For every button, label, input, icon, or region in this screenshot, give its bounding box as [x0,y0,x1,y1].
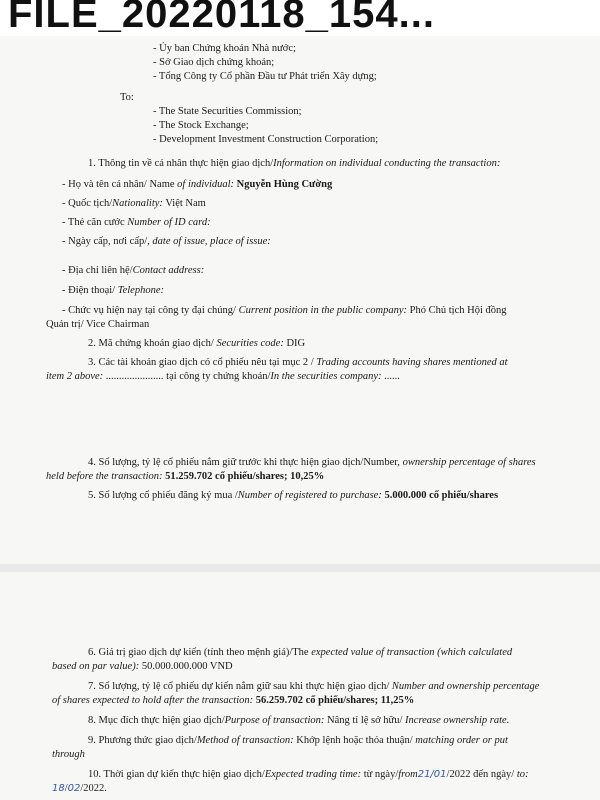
recipient-vn-1: - Ủy ban Chứng khoán Nhà nước; [153,43,296,54]
recipient-en-3: - Development Investment Construction Corporation; [153,134,379,145]
nationality-row: - Quốc tịch/Nationality: Việt Nam [62,198,206,209]
section-4-line-1: 4. Số lượng, tỷ lệ cổ phiếu nắm giữ trước khi thực hiện giao dịch/Number, ownership percentage of shares [88,457,536,468]
position-row: - Chức vụ hiện nay tại công ty đại chúng/ Current position in the public company: Phó Chủ tịch Hội đồng [62,305,507,316]
handwritten-to-day: 18 [52,783,65,794]
position-row-cont: Quản trị/ Vice Chairman [46,319,150,330]
individual-name-row: - Họ và tên cá nhân/ Name of individual: Nguyễn Hùng Cường [62,179,333,190]
section-5-row: 5. Số lượng cổ phiếu đăng ký mua /Number of registered to purchase: 5.000.000 cổ phiếu/shares [88,490,499,501]
section-6-line-1: 6. Giá trị giao dịch dự kiến (tính theo mệnh giá)/The expected value of transaction (which calculated [88,647,513,658]
to-label: To: [120,92,134,103]
section-7-line-2: of shares expected to hold after the transaction: 56.259.702 cổ phiếu/shares; 11,25% [52,695,415,706]
document-page-2 [0,572,600,800]
section-10-line-2: 18/02/2022. [52,783,107,794]
address-row: - Địa chỉ liên hệ/Contact address: [62,265,205,276]
page-gap [0,564,600,572]
section-1-heading: 1. Thông tin về cá nhân thực hiện giao dịch/Information on individual conducting the transaction: [88,158,501,169]
id-card-row: - Thẻ căn cước Number of ID card: [62,217,211,228]
individual-name-value: Nguyễn Hùng Cường [234,179,333,190]
recipient-vn-2: - Sở Giao dịch chứng khoán; [153,57,275,68]
section-7-line-1: 7. Số lượng, tỷ lệ cổ phiếu dự kiến nắm giữ sau khi thực hiện giao dịch/ Number and ownership percentage [88,681,540,692]
section-9-line-1: 9. Phương thức giao dịch/Method of transaction: Khớp lệnh hoặc thỏa thuận/ matching order or put [88,735,508,746]
file-title: FILE_20220118_154... [0,0,600,34]
section-2-row: 2. Mã chứng khoán giao dịch/ Securities code: DIG [88,338,306,349]
recipient-en-2: - The Stock Exchange; [153,120,249,131]
section-8-row: 8. Mục đích thực hiện giao dịch/Purpose of transaction: Nâng tỉ lệ sở hữu/ Increase ownership rate. [88,715,510,726]
handwritten-from-date: 21/01 [417,769,447,780]
section-4-line-2: held before the transaction: 51.259.702 cổ phiếu/shares; 10,25% [46,471,325,482]
phone-row: - Điện thoại/ Telephone: [62,285,164,296]
issue-row: - Ngày cấp, nơi cấp/, date of issue, place of issue: [62,236,271,247]
recipient-en-1: - The State Securities Commission; [153,106,302,117]
section-6-line-2: based on par value): 50.000.000.000 VND [52,661,233,672]
section-10-line-1: 10. Thời gian dự kiến thực hiện giao dịch/Expected trading time: từ ngày/from21/01/2022 đến ngày/ to: [88,769,529,780]
section-3-line-1: 3. Các tài khoản giao dịch có cổ phiếu nêu tại mục 2 / Trading accounts having shares mentioned at [88,357,508,368]
handwritten-to-month: 02 [67,783,81,794]
document-page-1 [0,36,600,564]
recipient-vn-3: - Tổng Công ty Cổ phần Đầu tư Phát triển Xây dựng; [153,71,377,82]
section-9-line-2: through [52,749,85,760]
section-3-line-2: item 2 above: ...................... tại công ty chứng khoán/In the securities company: ...... [46,371,400,382]
